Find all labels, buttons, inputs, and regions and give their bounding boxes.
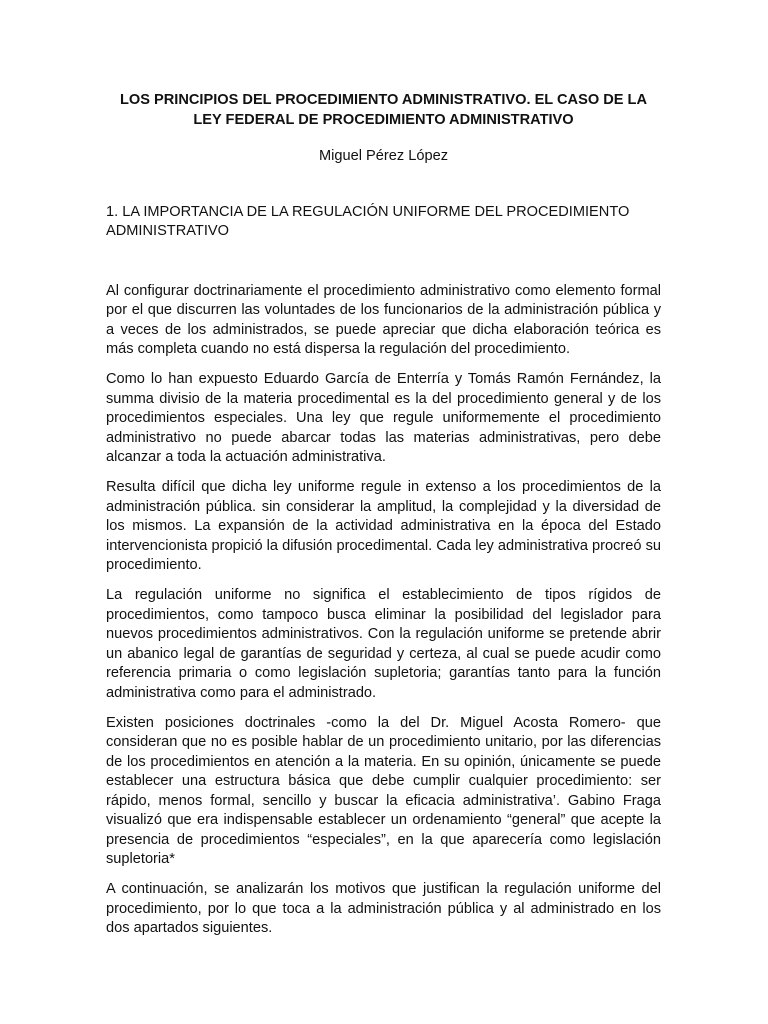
document-title: LOS PRINCIPIOS DEL PROCEDIMIENTO ADMINISTRATIVO. EL CASO DE LA LEY FEDERAL DE PROCEDIMIENTO ADMINISTRATIVO (119, 92, 648, 128)
body-paragraph: Existen posiciones doctrinales -como la del Dr. Miguel Acosta Romero- que consideran que no es posible hablar de un procedimiento unitario, por las diferencias de los procedimientos en atención a la materia. En su opinión, únicamente se puede establecer una estructura básica que debe cumplir cualquier procedimiento: ser rápido, menos formal, sencillo y buscar la eficacia administrativa’. Gabino Fraga visualizó que era indispensable establecer un ordenamiento “general” que acepte la presencia de procedimientos “especiales”, en la que aparecería como legislación supletoria* (106, 714, 661, 867)
body-paragraph: Al configurar doctrinariamente el procedimiento administrativo como elemento formal por el que discurren las voluntades de los funcionarios de la administración pública y a veces de los administrados, se puede apreciar que dicha elaboración teórica es más completa cuando no está dispersa la regulación del procedimiento. (106, 282, 661, 357)
body-paragraph: Resulta difícil que dicha ley uniforme regule in extenso a los procedimientos de la administración pública. sin considerar la amplitud, la complejidad y la diversidad de los mismos. La expansión de la actividad administrativa en la época del Estado intervencionista propició la difusión procedimental. Cada ley administrativa procreó su procedimiento. (106, 479, 661, 573)
document-body (106, 282, 661, 939)
body-paragraph: Como lo han expuesto Eduardo García de Enterría y Tomás Ramón Fernández, la summa divisio de la materia procedimental es la del procedimiento general y de los procedimientos especiales. Una ley que regule uniformemente el procedimiento administrativo no puede abarcar todas las materias administrativas, pero debe alcanzar a toda la actuación administrativa. (106, 371, 661, 465)
document-author: Miguel Pérez López (319, 148, 448, 164)
body-paragraph: A continuación, se analizarán los motivos que justifican la regulación uniforme del procedimiento, por lo que toca a la administración pública y al administrado en los dos apartados siguientes. (106, 881, 661, 936)
document-page (106, 91, 661, 949)
section-heading: 1. LA IMPORTANCIA DE LA REGULACIÓN UNIFORME DEL PROCEDIMIENTO ADMINISTRATIVO (106, 203, 630, 239)
body-paragraph: La regulación uniforme no significa el establecimiento de tipos rígidos de procedimientos, como tampoco busca eliminar la posibilidad del legislador para nuevos procedimientos administrativos. Con la regulación uniforme se pretende abrir un abanico legal de garantías de seguridad y certeza, al cual se puede acudir como referencia primaria o como legislación supletoria; garantías tanto para la función administrativa como para el administrado. (106, 587, 661, 701)
